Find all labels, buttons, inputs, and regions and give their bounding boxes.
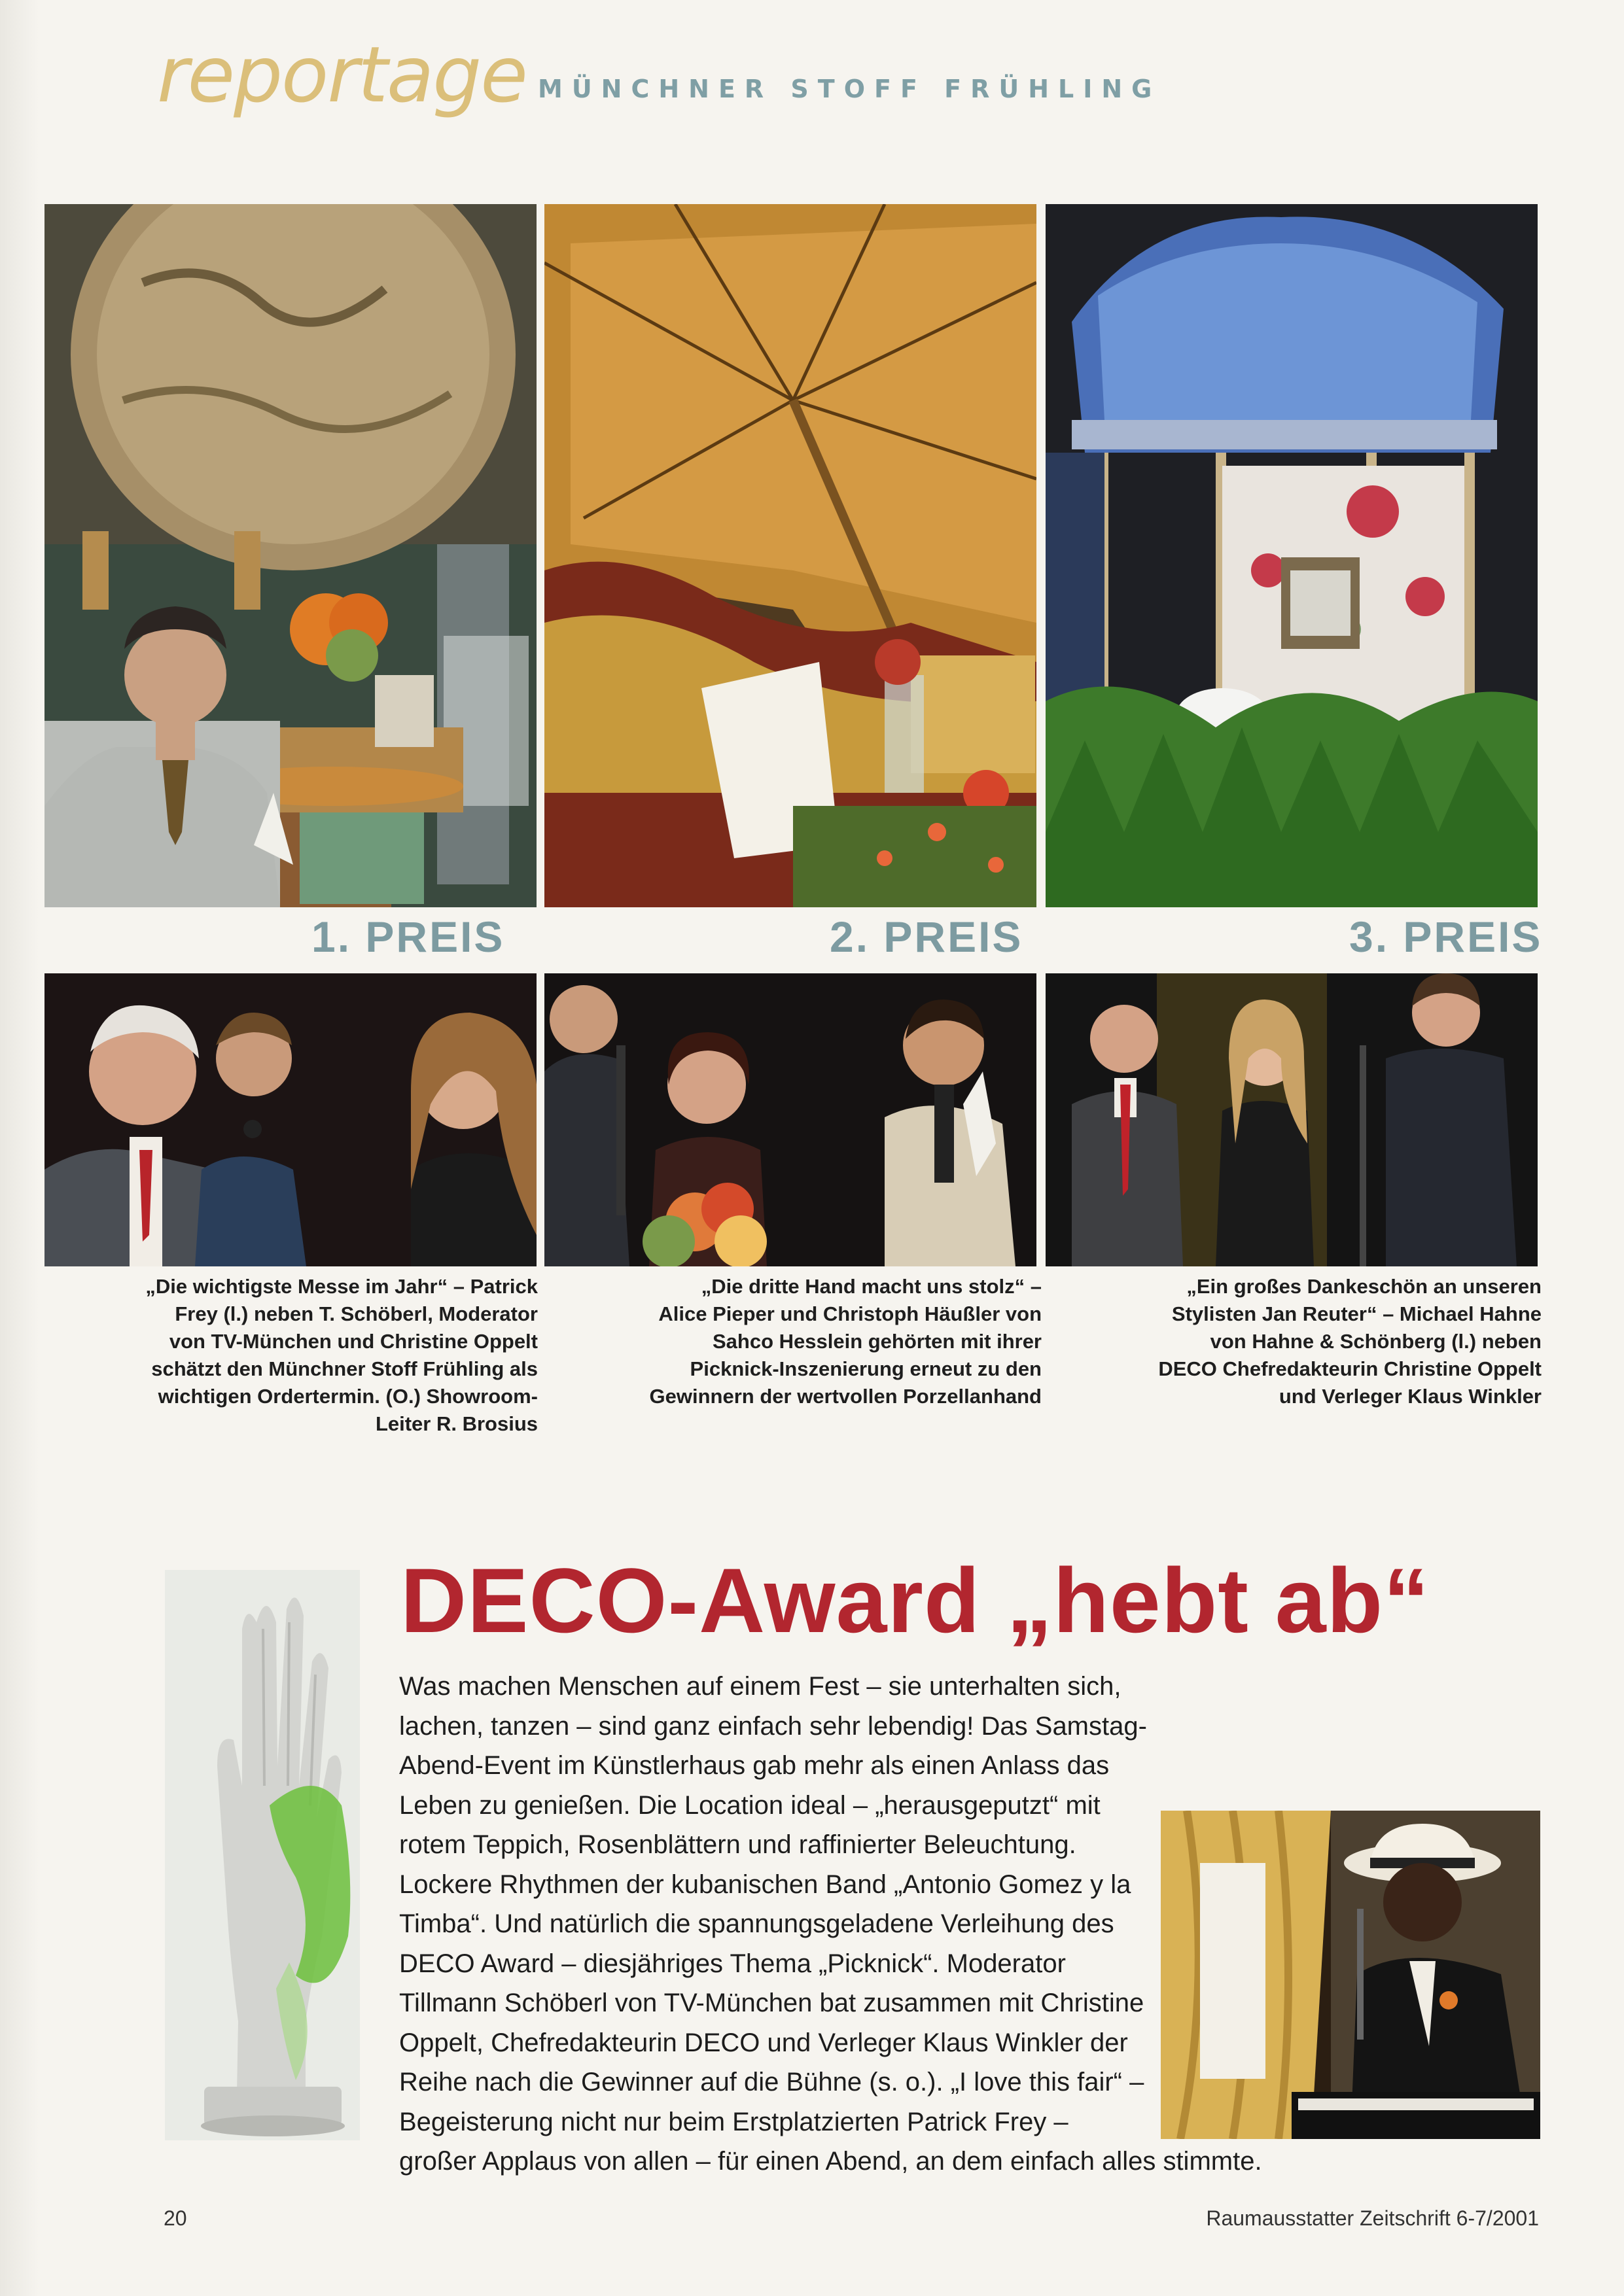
page-edge-shadow	[0, 0, 39, 2296]
photo-second-prize-display	[544, 204, 1036, 907]
photo-first-prize-display	[44, 204, 537, 907]
image-wrap-spacer	[1150, 1805, 1551, 2132]
photo-porcelain-hand	[165, 1570, 360, 2140]
page-number: 20	[164, 2206, 187, 2230]
publication-info: Raumausstatter Zeitschrift 6-7/2001	[1206, 2206, 1539, 2230]
photo-stage-second-prize	[544, 973, 1036, 1266]
section-label: reportage	[157, 29, 527, 120]
prize-label-second: 2. PREIS	[830, 913, 1023, 961]
caption-second-prize: „Die dritte Hand macht uns stolz“ – Alice Pieper und Christoph Häußler von Sahco Hesslein gehörten mit ihrer Picknick-Inszenierung erneut zu den Gewinnern der wertvollen Porzellanhand	[649, 1275, 1042, 1408]
prize-label-first: 1. PREIS	[311, 913, 505, 961]
article-body	[399, 1667, 1551, 2182]
caption-third-prize: „Ein großes Dankeschön an unseren Stylisten Jan Reuter“ – Michael Hahne von Hahne & Schönberg (l.) neben DECO Chefredakteurin Christine Oppelt und Verleger Klaus Winkler	[1158, 1275, 1542, 1408]
section-topic: MÜNCHNER STOFF FRÜHLING	[538, 75, 1161, 103]
photo-stage-first-prize	[44, 973, 537, 1266]
caption-first-prize: „Die wichtigste Messe im Jahr“ – Patrick Frey (l.) neben T. Schöberl, Moderator von TV-München und Christine Oppelt schätzt den Münchner Stoff Frühling als wichtigen Ordertermin. (O.) Showroom-Leiter R. Brosius	[145, 1275, 538, 1435]
photo-third-prize-display	[1046, 204, 1538, 907]
article-body-text: Was machen Menschen auf einem Fest – sie unterhalten sich, lachen, tanzen – sind ganz einfach sehr lebendig! Das Samstag-Abend-Event im Künstlerhaus gab mehr als einen Anlass das Leben zu genießen. Die Location ideal – „herausgeputzt“ mit rotem Teppich, Rosenblättern und raffinierter Beleuchtung. Lockere Rhythmen der kubanischen Band „Antonio Gomez y la Timba“. Und natürlich die spannungsgeladene Verleihung des DECO Award – diesjähriges Thema „Picknick“. Moderator Tillmann Schöberl von TV-München bat zusammen mit Christine Oppelt, Chefredakteurin DECO und Verleger Klaus Winkler der Reihe nach die Gewinner auf die Bühne (s. o.). „I love this fair“ – Begeisterung nicht nur beim Erstplatzierten Patrick Frey – großer Applaus von allen – für einen Abend, an dem einfach alles stimmte.	[399, 1672, 1262, 2176]
article-headline: DECO-Award „hebt ab“	[400, 1549, 1430, 1652]
photo-stage-third-prize	[1046, 973, 1538, 1266]
prize-label-third: 3. PREIS	[1349, 913, 1543, 961]
